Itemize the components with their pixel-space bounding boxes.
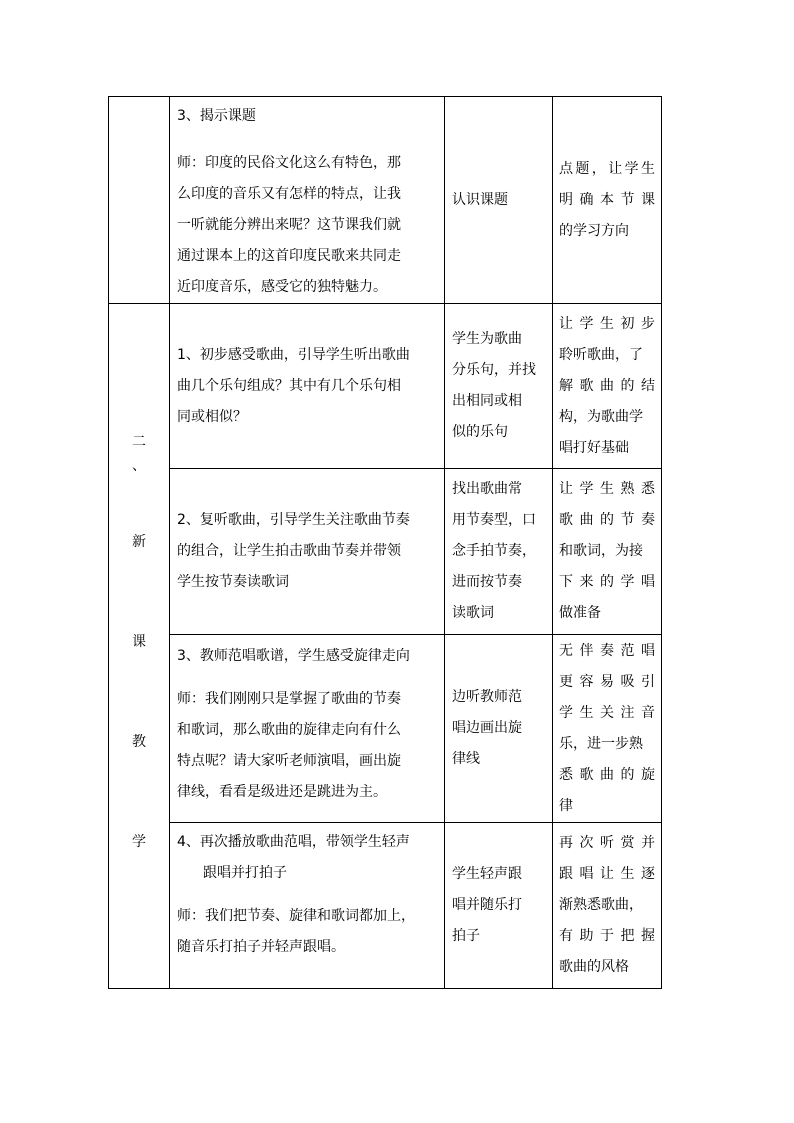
section-char: 学	[132, 834, 146, 850]
design-purpose-cell	[553, 304, 662, 469]
purpose-line: 歌曲的风格	[559, 959, 629, 975]
purpose-line: 更容易吸引	[559, 673, 655, 690]
student-line: 边听教师范	[452, 689, 522, 705]
table-row	[109, 304, 662, 469]
teaching-content-cell	[170, 635, 445, 823]
purpose-line: 做准备	[559, 605, 601, 621]
purpose-line: 律	[559, 797, 573, 814]
purpose-line: 跟唱让生逐	[559, 866, 655, 882]
table-row	[109, 823, 662, 989]
design-purpose-cell	[553, 469, 662, 635]
content-line: 同或相似？	[177, 408, 247, 425]
design-purpose-cell	[553, 97, 662, 304]
design-purpose-cell	[553, 823, 662, 989]
purpose-line: 明确本节课	[559, 191, 655, 208]
section-cell-empty	[109, 97, 170, 304]
student-activity-cell	[445, 823, 553, 989]
design-purpose-cell	[553, 635, 662, 823]
student-line: 读歌词	[452, 605, 494, 621]
student-line: 念手拍节奏，	[452, 543, 536, 559]
student-line: 进而按节奏	[452, 574, 522, 590]
content-line: 师：印度的民俗文化这么有特色，那	[177, 155, 401, 171]
teaching-content-cell	[170, 823, 445, 989]
section-char: 新	[132, 534, 146, 550]
table-row	[109, 97, 662, 304]
student-line: 分乐句，并找	[452, 362, 536, 378]
content-heading: 跟唱并打拍子	[203, 865, 287, 881]
purpose-line: 聆听歌曲，了	[559, 346, 643, 363]
content-line: 1、初步感受歌曲，引导学生听出歌曲	[177, 346, 410, 363]
content-line: 一听就能分辨出来呢？这节课我们就	[177, 217, 401, 233]
content-line: 和歌词，那么歌曲的旋律走向有什么	[177, 722, 401, 738]
content-line: 随音乐打拍子并轻声跟唱。	[177, 939, 345, 955]
purpose-line: 的学习方向	[559, 222, 629, 239]
student-line: 学生轻声跟	[452, 866, 522, 882]
purpose-line: 学生关注音	[559, 704, 655, 721]
purpose-line: 歌曲的节奏	[559, 512, 655, 528]
student-line: 律线	[452, 751, 480, 767]
content-line: 学生按节奏读歌词	[177, 574, 289, 590]
content-heading: 3、揭示课题	[177, 108, 256, 124]
purpose-line: 构，为歌曲学	[559, 408, 643, 425]
student-line: 出相同或相	[452, 393, 522, 409]
student-activity-cell	[445, 635, 553, 823]
purpose-line: 让学生初步	[559, 315, 655, 332]
student-activity-cell	[445, 304, 553, 469]
content-line: 师：我们把节奏、旋律和歌词都加上，	[177, 908, 415, 924]
purpose-line: 点题，让学生	[559, 160, 655, 177]
teaching-content-cell	[170, 97, 445, 304]
content-heading: 4、再次播放歌曲范唱，带领学生轻声	[177, 834, 410, 850]
student-activity-cell	[445, 469, 553, 635]
content-line: 曲几个乐句组成？其中有几个乐句相	[177, 377, 401, 394]
purpose-line: 渐熟悉歌曲，	[559, 897, 643, 913]
purpose-line: 下来的学唱	[559, 574, 655, 590]
content-line: 师：我们刚刚只是掌握了歌曲的节奏	[177, 691, 401, 707]
student-line: 唱并随乐打	[452, 897, 522, 913]
student-activity-cell	[445, 97, 553, 304]
teaching-content-cell	[170, 304, 445, 469]
section-title-cell	[109, 304, 170, 989]
content-line: 律线，看看是级进还是跳进为主。	[177, 784, 387, 800]
section-char: 、	[132, 458, 146, 474]
purpose-line: 解歌曲的结	[559, 377, 655, 394]
section-char: 教	[132, 734, 146, 750]
table-row	[109, 635, 662, 823]
table-row	[109, 469, 662, 635]
section-char: 课	[132, 634, 146, 650]
student-line: 用节奏型，口	[452, 512, 536, 528]
content-line: 通过课本上的这首印度民歌来共同走	[177, 248, 401, 264]
section-char: 二	[132, 434, 146, 450]
purpose-line: 和歌词，为接	[559, 543, 643, 559]
content-line: 么印度的音乐又有怎样的特点，让我	[177, 186, 401, 202]
purpose-line: 唱打好基础	[559, 439, 629, 456]
student-line: 拍子	[452, 928, 480, 944]
content-heading: 3、教师范唱歌谱，学生感受旋律走向	[177, 648, 410, 664]
purpose-line: 让学生熟悉	[559, 481, 655, 497]
purpose-line: 悉歌曲的旋	[559, 766, 655, 783]
content-line: 的组合，让学生拍击歌曲节奏并带领	[177, 543, 401, 559]
student-activity: 认识课题	[452, 191, 508, 208]
purpose-line: 有助于把握	[559, 928, 655, 944]
purpose-line: 乐，进一步熟	[559, 735, 643, 752]
content-line: 近印度音乐，感受它的独特魅力。	[177, 279, 387, 295]
content-line: 特点呢？请大家听老师演唱，画出旋	[177, 753, 401, 769]
purpose-line: 再次听赏并	[559, 835, 655, 851]
lesson-plan-table	[108, 96, 662, 989]
student-line: 唱边画出旋	[452, 720, 522, 736]
teaching-content-cell	[170, 469, 445, 635]
section-title	[132, 432, 146, 852]
student-line: 找出歌曲常	[452, 481, 522, 497]
student-line: 学生为歌曲	[452, 331, 522, 347]
student-line: 似的乐句	[452, 424, 508, 440]
purpose-line: 无伴奏范唱	[559, 642, 655, 659]
content-line: 2、复听歌曲，引导学生关注歌曲节奏	[177, 512, 410, 528]
